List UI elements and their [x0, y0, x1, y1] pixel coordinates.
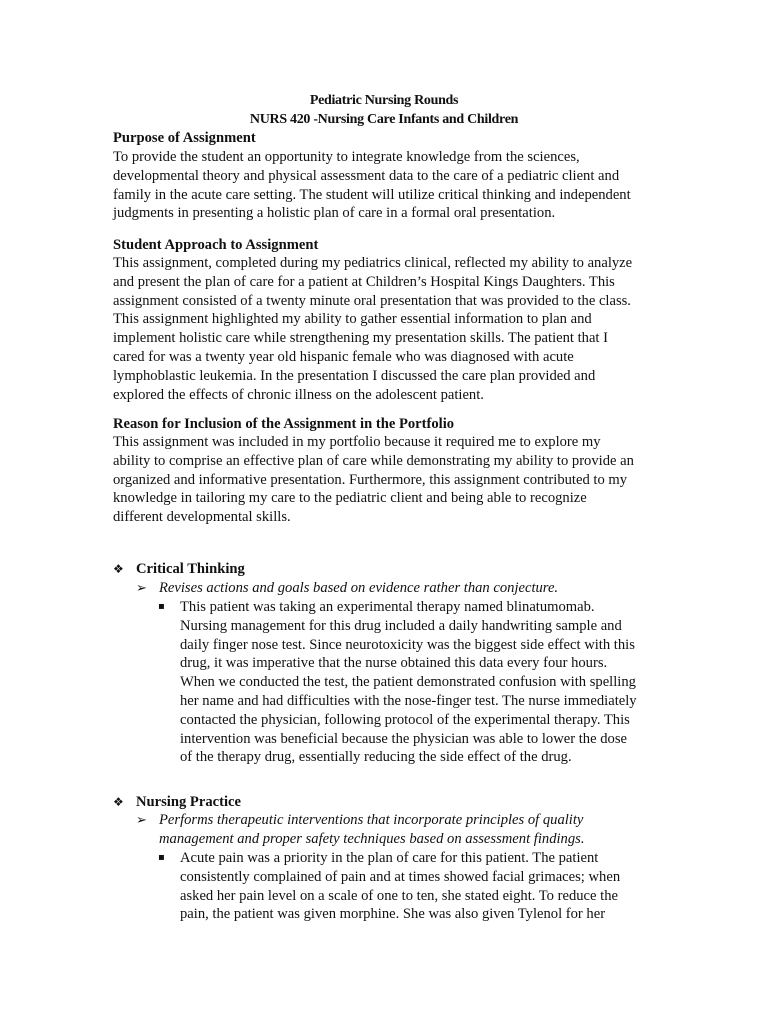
arrow-bullet-icon: ➢ — [136, 581, 147, 596]
text-line: This assignment highlighted my ability to gather essential information to plan and — [113, 311, 592, 328]
text-line: organized and informative presentation. Furthermore, this assignment contributed to my — [113, 471, 628, 488]
text-line: Acute pain was a priority in the plan of care for this patient. The patient — [180, 850, 599, 866]
text-line: her name and had difficulties with the nose-finger test. The nurse immediately — [180, 692, 637, 709]
nursing-practice-heading: Nursing Practice — [136, 794, 241, 810]
document-title: Pediatric Nursing Rounds — [309, 93, 459, 108]
objective-text: Revises actions and goals based on evidence rather than conjecture. — [159, 580, 559, 596]
text-line: lymphoblastic leukemia. In the presentation I discussed the care plan provided and — [113, 367, 596, 384]
approach-paragraph — [113, 254, 653, 404]
text-line: pain, the patient was given morphine. She was also given Tylenol for her — [180, 906, 606, 923]
square-bullet-icon: ▪ — [158, 601, 165, 612]
text-line: To provide the student an opportunity to integrate knowledge from the sciences, — [113, 149, 580, 165]
approach-heading: Student Approach to Assignment — [113, 237, 319, 253]
text-line: family in the acute care setting. The student will utilize critical thinking and independent — [113, 186, 631, 203]
text-line: asked her pain level on a scale of one to ten, she stated eight. To reduce the — [180, 887, 618, 904]
text-line: and present the plan of care for a patient at Children’s Hospital Kings Daughters. This — [113, 273, 615, 290]
text-line: explored the effects of chronic illness on the adolescent patient. — [113, 386, 484, 403]
text-line: Nursing management for this drug included a daily handwriting sample and — [180, 617, 622, 634]
text-line: This assignment, completed during my pediatrics clinical, reflected my ability to analyze — [113, 255, 633, 271]
objective-text-continued: management and proper safety techniques based on assessment findings. — [159, 831, 585, 847]
reason-heading: Reason for Inclusion of the Assignment in the Portfolio — [113, 416, 455, 432]
purpose-paragraph — [113, 148, 653, 223]
text-line: assignment consisted of a twenty minute oral presentation that was provided to the class. — [113, 292, 631, 309]
text-line: of the therapy drug, essentially reducing the side effect of the drug. — [180, 749, 572, 766]
nursing-practice-objective — [136, 811, 583, 831]
purpose-heading: Purpose of Assignment — [113, 130, 256, 146]
text-line: judgments in presenting a holistic plan of care in a formal oral presentation. — [113, 205, 556, 222]
diamond-bullet-icon: ❖ — [113, 795, 124, 809]
text-line: developmental theory and physical assessment data to the care of a pediatric client and — [113, 167, 620, 184]
critical-thinking-heading: Critical Thinking — [136, 561, 245, 577]
critical-thinking-item — [113, 560, 245, 579]
text-line: consistently complained of pain and at times showed facial grimaces; when — [180, 868, 621, 885]
detail-text — [180, 849, 620, 924]
text-line: implement holistic care while strengthening my presentation skills. The patient that I — [113, 330, 608, 347]
text-line: This assignment was included in my portfolio because it required me to explore my — [113, 434, 601, 450]
detail-text — [180, 598, 637, 767]
text-line: intervention was beneficial because the physician was able to lower the dose — [180, 730, 627, 747]
arrow-bullet-icon: ➢ — [136, 813, 147, 828]
text-line: This patient was taking an experimental therapy named blinatumomab. — [180, 599, 595, 615]
text-line: drug, it was imperative that the nurse obtained this data every four hours. — [180, 655, 608, 672]
diamond-bullet-icon: ❖ — [113, 562, 124, 576]
text-line: When we conducted the test, the patient demonstrated confusion with spelling — [180, 674, 636, 691]
text-line: different developmental skills. — [113, 509, 291, 526]
critical-thinking-objective — [136, 579, 558, 599]
text-line: daily finger nose test. Since neurotoxicity was the biggest side effect with this — [180, 636, 635, 653]
text-line: ability to comprise an effective plan of care while demonstrating my ability to provide an — [113, 452, 634, 469]
course-subtitle: NURS 420 -Nursing Care Infants and Children — [249, 112, 519, 127]
text-line: knowledge in tailoring my care to the pediatric client and being able to recognize — [113, 490, 587, 507]
objective-text: Performs therapeutic interventions that incorporate principles of quality — [159, 812, 584, 828]
reason-paragraph — [113, 433, 653, 527]
nursing-practice-item — [113, 793, 241, 812]
square-bullet-icon: ▪ — [158, 852, 165, 863]
text-line: cared for was a twenty year old hispanic female who was diagnosed with acute — [113, 348, 574, 365]
text-line: contacted the physician, following protocol of the experimental therapy. This — [180, 711, 630, 728]
